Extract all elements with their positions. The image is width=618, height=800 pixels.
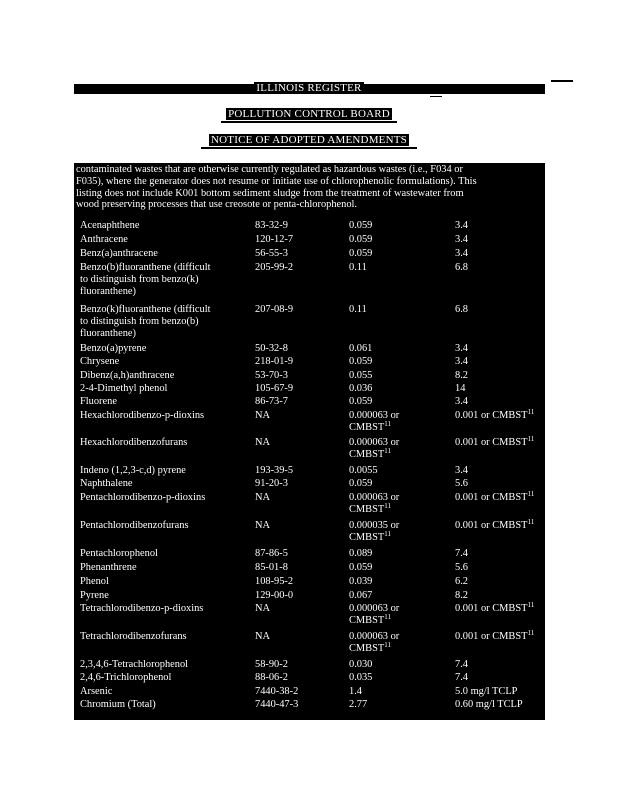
table-block [74,163,545,720]
cas-number: 88-06-2 [255,672,288,683]
wastewater-standard-line: CMBST$^{11}$ [349,612,391,626]
wastewater-standard-line: 0.000063 or [349,437,400,448]
cas-number: 56-55-3 [255,248,288,259]
nonwastewater-standard: 7.4 [455,659,468,670]
constituent-name [80,699,248,711]
constituent-name [80,478,248,490]
nonwastewater-standard: 0.001 or CMBST$^{11}$ [455,629,535,642]
constituent-name-line: Phenol [80,576,109,587]
nonwastewater-standard: 0.001 or CMBST$^{11}$ [455,435,535,448]
footnote-ref: 11 [527,629,535,637]
notice-title [0,134,618,147]
constituent-name-line: fluoranthene) [80,327,136,339]
footnote-ref: 11 [384,640,391,649]
constituent-name [80,520,248,532]
footnote-ref: 11 [527,601,535,609]
constituent-name-line: to distinguish from benzo(b) [80,315,199,327]
footnote-ref: 11 [527,435,535,443]
cas-number: NA [255,603,271,614]
wastewater-standard-line: 0.059 [349,562,373,573]
nonwastewater-standard: 7.4 [455,548,468,559]
constituent-name [80,576,248,588]
board-title-underline [221,121,397,123]
constituent-name [80,672,248,684]
footnote-ref: 11 [384,612,391,621]
wastewater-standard [349,562,439,574]
wastewater-standard [349,520,439,544]
constituent-name [80,437,248,449]
cas-number: 193-39-5 [255,465,294,476]
constituent-name-line: Tetrachlorodibenzofurans [80,631,187,642]
wastewater-standard-line: 1.4 [349,686,362,697]
cas-number: NA [255,410,271,421]
constituent-name [80,465,248,477]
constituent-name-line: Tetrachlorodibenzo-p-dioxins [80,603,204,614]
cas-number: 7440-38-2 [255,686,299,697]
register-title-text: ILLINOIS REGISTER [256,82,362,94]
nonwastewater-standard: 3.4 [455,396,468,407]
constituent-name-line: Chrysene [80,356,120,367]
nonwastewater-standard: 0.60 mg/l TCLP [455,699,523,710]
cas-number: NA [255,520,271,531]
wastewater-standard-line: 0.059 [349,396,373,407]
wastewater-standard [349,672,439,684]
intro-line: listing does not include K001 bottom sediment sludge from the treatment of wastewater from [76,187,464,199]
cas-number: NA [255,492,271,503]
constituent-name [80,562,248,574]
nonwastewater-standard: 3.4 [455,465,468,476]
nonwastewater-standard: 6.2 [455,576,468,587]
footnote-ref: 11 [384,446,391,455]
wastewater-standard-line: CMBST$^{11}$ [349,529,391,543]
nonwastewater-standard: 5.6 [455,478,468,489]
wastewater-standard-line: CMBST$^{11}$ [349,419,391,433]
constituent-name-line: fluoranthene) [80,285,136,297]
wastewater-standard-line: 0.030 [349,659,373,670]
constituent-name-line: Acenaphthene [80,220,140,231]
nonwastewater-standard: 6.8 [455,304,468,315]
constituent-name [80,631,248,643]
constituent-name [80,343,248,355]
constituent-name-line: Pyrene [80,590,109,601]
cas-number: 50-32-8 [255,343,288,354]
constituent-name-line: Fluorene [80,396,117,407]
cas-number: 91-20-3 [255,478,288,489]
wastewater-standard-line: 0.000063 or [349,631,400,642]
footnote-ref: 11 [384,419,391,428]
wastewater-standard-line: CMBST$^{11}$ [349,501,391,515]
cas-number: 87-86-5 [255,548,288,559]
constituent-name-line: Pentachlorodibenzo-p-dioxins [80,492,206,503]
wastewater-standard [349,659,439,671]
wastewater-standard-line: 0.11 [349,262,367,273]
wastewater-standard [349,356,439,368]
constituent-name-line: 2,4,6-Trichlorophenol [80,672,172,683]
nonwastewater-standard: 8.2 [455,590,468,601]
nonwastewater-standard: 5.0 mg/l TCLP [455,686,518,697]
constituent-name [80,234,248,246]
cas-number: 58-90-2 [255,659,288,670]
constituent-name [80,356,248,368]
nonwastewater-standard: 3.4 [455,343,468,354]
notice-title-text: NOTICE OF ADOPTED AMENDMENTS [211,134,407,146]
wastewater-standard [349,492,439,516]
constituent-name-line: Pentachlorodibenzofurans [80,520,189,531]
wastewater-standard-line: 0.000063 or [349,492,400,503]
wastewater-standard [349,603,439,627]
footnote-ref: 11 [384,501,391,510]
register-title [0,82,618,95]
constituent-name-line: to distinguish from benzo(k) [80,273,199,285]
nonwastewater-standard: 5.6 [455,562,468,573]
constituent-name [80,262,248,297]
constituent-name [80,370,248,382]
nonwastewater-standard: 0.001 or CMBST$^{11}$ [455,490,535,503]
wastewater-standard-line: CMBST$^{11}$ [349,446,391,460]
wastewater-standard [349,343,439,355]
wastewater-standard-line: 0.000063 or [349,410,400,421]
nonwastewater-standard: 0.001 or CMBST$^{11}$ [455,518,535,531]
intro-paragraph [76,164,542,211]
nonwastewater-standard: 3.4 [455,248,468,259]
wastewater-standard [349,590,439,602]
nonwastewater-standard: 6.8 [455,262,468,273]
scan-mark [430,96,442,97]
nonwastewater-standard: 3.4 [455,220,468,231]
nonwastewater-standard: 8.2 [455,370,468,381]
constituent-name-line: Naphthalene [80,478,133,489]
wastewater-standard [349,370,439,382]
constituent-name-line: Benzo(a)pyrene [80,343,147,354]
wastewater-standard [349,220,439,232]
constituent-name [80,548,248,560]
wastewater-standard-line: 0.059 [349,234,373,245]
footnote-ref: 11 [384,529,391,538]
constituent-name-line: Hexachlorodibenzofurans [80,437,188,448]
nonwastewater-standard: 3.4 [455,234,468,245]
intro-line: wood preserving processes that use creosote or penta-chlorophenol. [76,199,358,211]
constituent-name [80,220,248,232]
wastewater-standard [349,437,439,461]
constituent-name [80,492,248,504]
constituent-name-line: Chromium (Total) [80,699,156,710]
cas-number: NA [255,437,271,448]
wastewater-standard-line: 0.089 [349,548,373,559]
constituent-name-line: Benzo(k)fluoranthene (difficult [80,304,211,315]
wastewater-standard-line: 0.061 [349,343,373,354]
wastewater-standard [349,396,439,408]
intro-line: F035), where the generator does not resume or initiate use of chlorophenolic formulations). This [76,175,477,187]
wastewater-standard [349,304,439,316]
nonwastewater-standard: 3.4 [455,356,468,367]
constituent-name [80,383,248,395]
notice-title-underline [201,147,417,149]
wastewater-standard-line: 0.067 [349,590,373,601]
cas-number: 85-01-8 [255,562,288,573]
wastewater-standard [349,548,439,560]
wastewater-standard-line: 0.000063 or [349,603,400,614]
wastewater-standard-line: 0.059 [349,248,373,259]
constituent-name-line: Benz(a)anthracene [80,248,158,259]
footnote-ref: 11 [527,518,535,526]
cas-number: 108-95-2 [255,576,294,587]
cas-number: 120-12-7 [255,234,294,245]
constituent-name-line: Dibenz(a,h)anthracene [80,370,175,381]
nonwastewater-standard: 0.001 or CMBST$^{11}$ [455,601,535,614]
wastewater-standard [349,410,439,434]
wastewater-standard-line: 0.036 [349,383,373,394]
wastewater-standard [349,234,439,246]
intro-line: contaminated wastes that are otherwise currently regulated as hazardous wastes (i.e., F034 or [76,164,463,175]
constituent-name-line: 2-4-Dimethyl phenol [80,383,168,394]
wastewater-standard-line: 0.000035 or [349,520,400,531]
wastewater-standard [349,576,439,588]
nonwastewater-standard: 7.4 [455,672,468,683]
constituent-name-line: 2,3,4,6-Tetrachlorophenol [80,659,189,670]
constituent-name [80,603,248,615]
cas-number: 83-32-9 [255,220,288,231]
constituent-name-line: Phenanthrene [80,562,137,573]
cas-number: 129-00-0 [255,590,294,601]
constituent-name-line: Indeno (1,2,3-c,d) pyrene [80,465,186,476]
wastewater-standard-line: 0.035 [349,672,373,683]
constituent-name-line: Pentachlorophenol [80,548,158,559]
constituent-name [80,686,248,698]
wastewater-standard [349,248,439,260]
cas-number: 205-99-2 [255,262,294,273]
constituent-name-line: Anthracene [80,234,128,245]
wastewater-standard-line: CMBST$^{11}$ [349,640,391,654]
footnote-ref: 11 [527,408,535,416]
cas-number: NA [255,631,271,642]
nonwastewater-standard: 14 [455,383,466,394]
wastewater-standard-line: 0.059 [349,478,373,489]
wastewater-standard [349,699,439,711]
constituent-name [80,659,248,671]
wastewater-standard [349,383,439,395]
constituent-name-line: Benzo(b)fluoranthene (difficult [80,262,211,273]
cas-number: 105-67-9 [255,383,294,394]
constituent-name [80,248,248,260]
wastewater-standard-line: 0.055 [349,370,373,381]
constituent-name [80,396,248,408]
wastewater-standard-line: 0.11 [349,304,367,315]
constituent-name [80,410,248,422]
nonwastewater-standard: 0.001 or CMBST$^{11}$ [455,408,535,421]
wastewater-standard-line: 2.77 [349,699,368,710]
footnote-ref: 11 [527,490,535,498]
wastewater-standard-line: 0.039 [349,576,373,587]
board-title-text: POLLUTION CONTROL BOARD [228,108,390,120]
wastewater-standard [349,465,439,477]
constituent-name-line: Hexachlorodibenzo-p-dioxins [80,410,205,421]
wastewater-standard [349,631,439,655]
wastewater-standard [349,478,439,490]
wastewater-standard [349,686,439,698]
wastewater-standard-line: 0.059 [349,356,373,367]
constituent-name [80,590,248,602]
cas-number: 53-70-3 [255,370,288,381]
wastewater-standard [349,262,439,274]
cas-number: 7440-47-3 [255,699,299,710]
cas-number: 207-08-9 [255,304,294,315]
constituent-name [80,304,248,339]
wastewater-standard-line: 0.059 [349,220,373,231]
constituent-name-line: Arsenic [80,686,113,697]
board-title [0,108,618,121]
cas-number: 86-73-7 [255,396,288,407]
wastewater-standard-line: 0.0055 [349,465,378,476]
cas-number: 218-01-9 [255,356,294,367]
